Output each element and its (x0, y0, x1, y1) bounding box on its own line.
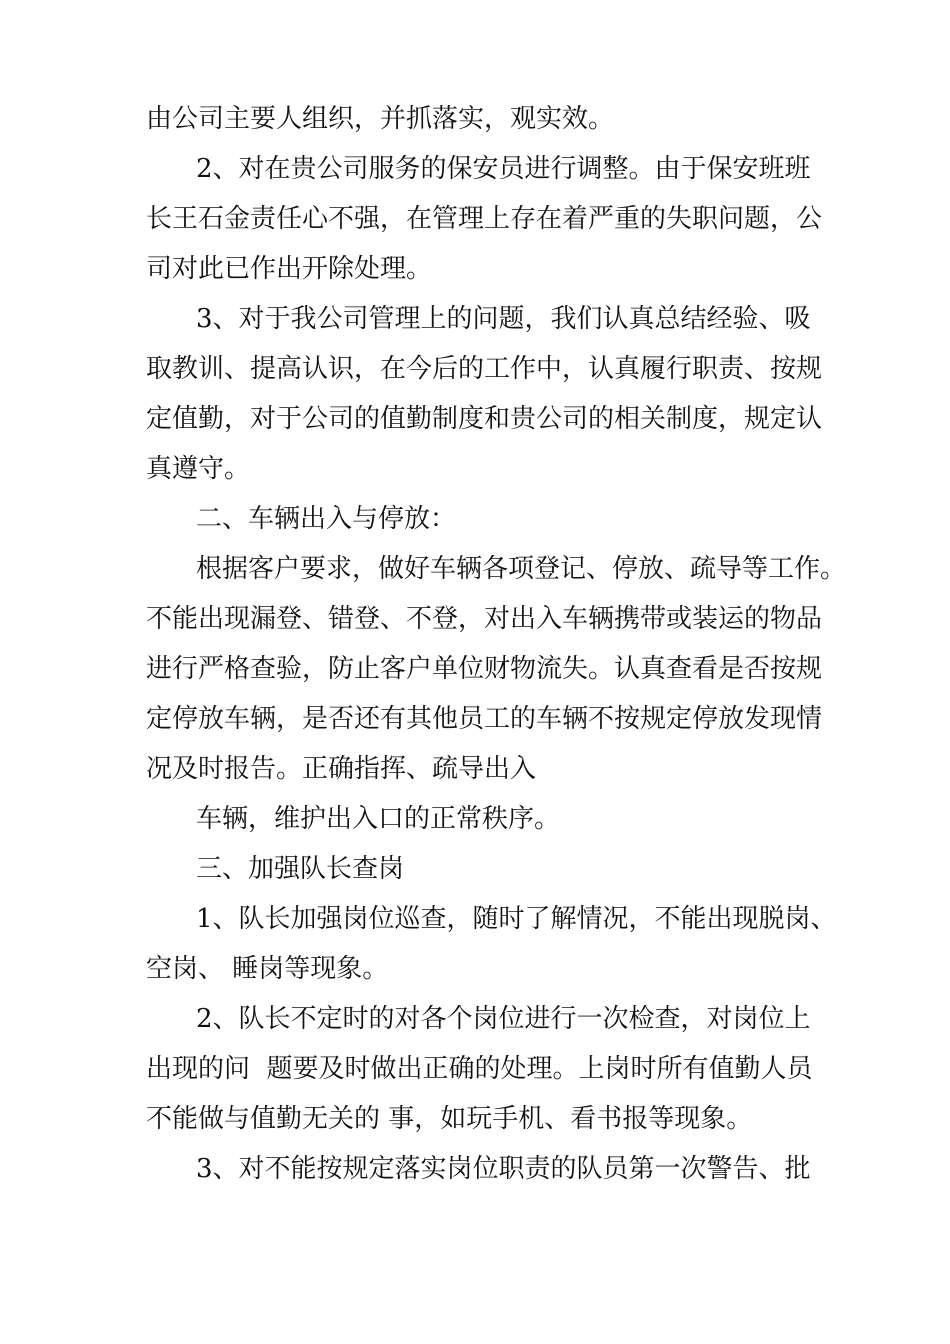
text-line: 1、队长加强岗位巡查，随时了解情况，不能出现脱岗、 (196, 904, 837, 934)
text-line: 2、队长不定时的对各个岗位进行一次检查，对岗位上 (196, 1004, 811, 1034)
text-line: 不能出现漏登、错登、不登，对出入车辆携带或装运的物品 (146, 604, 823, 634)
text-line: 3、对不能按规定落实岗位职责的队员第一次警告、批 (196, 1154, 811, 1184)
text-line: 不能做与值勤无关的 事，如玩手机、看书报等现象。 (146, 1104, 753, 1134)
text-line: 由公司主要人组织，并抓落实，观实效。 (146, 104, 615, 134)
text-line: 出现的问 题要及时做出正确的处理。上岗时所有值勤人员 (146, 1054, 813, 1084)
section-heading: 二、车辆出入与停放： (196, 504, 457, 534)
text-line: 况及时报告。正确指挥、疏导出入 (146, 754, 537, 784)
text-line: 真遵守。 (146, 454, 251, 484)
text-line: 长王石金责任心不强，在管理上存在着严重的失职问题，公 (146, 204, 823, 234)
text-line: 3、对于我公司管理上的问题，我们认真总结经验、吸 (196, 304, 811, 334)
text-line: 司对此已作出开除处理。 (146, 254, 433, 284)
text-line: 进行严格查验，防止客户单位财物流失。认真查看是否按规 (146, 654, 823, 684)
text-line: 空岗、 睡岗等现象。 (146, 954, 389, 984)
section-heading: 三、加强队长查岗 (196, 854, 405, 884)
text-line: 定值勤，对于公司的值勤制度和贵公司的相关制度，规定认 (146, 404, 823, 434)
text-line: 车辆，维护出入口的正常秩序。 (196, 804, 561, 834)
text-line: 定停放车辆，是否还有其他员工的车辆不按规定停放发现情 (146, 704, 823, 734)
text-line: 2、对在贵公司服务的保安员进行调整。由于保安班班 (196, 154, 811, 184)
text-line: 取教训、提高认识，在今后的工作中，认真履行职责、按规 (146, 354, 823, 384)
text-line: 根据客户要求，做好车辆各项登记、停放、疏导等工作。 (196, 554, 847, 584)
